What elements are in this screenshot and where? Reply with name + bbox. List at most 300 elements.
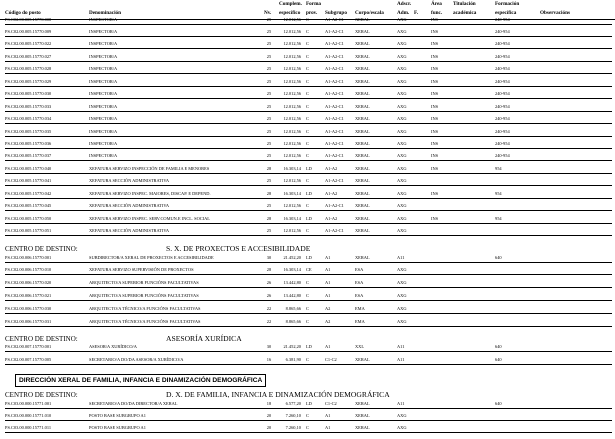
cell-adscripcion: AXG [397,66,407,72]
cell-nivel: 28 [266,267,272,273]
cell-adscripcion: AXG [397,103,407,109]
header-formacion-top: Formación [495,1,520,7]
cell-area: INS [431,78,439,84]
cell-code: PS.C02.00.005.15770.029 [5,78,52,84]
row-divider [5,364,612,365]
cell-nivel: 25 [266,66,272,72]
cell-subgrupo: A1-A2-C1 [325,203,344,209]
cell-subgrupo: A1-A2-C1 [325,91,344,97]
cell-code: PS.C02.00.005.15770.030 [5,91,52,97]
cell-subgrupo: A1-A2-C1 [325,16,344,22]
cell-nivel: 25 [266,41,272,47]
cell-corpo: XERAL [355,128,370,134]
cell-code: PS.C02.00.007.15770.001 [5,344,52,349]
cell-formacion: 240-954 [495,128,510,134]
cell-denominacion: XEFATURA SERVIZO INSPEC. SERV.COMUN.E INCL. SOCIAL [89,215,210,221]
header-area-top: Área [431,1,442,7]
header-corpo: Corpo/escala [355,10,384,16]
header-area-func: func. [431,10,443,16]
cell-code: PS.C02.00.005.15770.009 [5,28,52,34]
cell-code: PS.C02.00.005.15770.036 [5,141,52,146]
cell-denominacion: INSPECTOR/A [89,66,118,72]
cell-subgrupo: A1-A2-C1 [325,141,344,146]
table-row [0,343,615,353]
cell-nivel: 25 [266,141,272,146]
cell-nivel: 28 [266,215,272,221]
cell-complemento: 12.012,56 [283,53,301,59]
cell-forma: C [306,280,309,286]
cell-code: PS.C02.00.005.15770.045 [5,203,52,209]
cell-adscripcion: AXG [397,280,407,286]
row-divider [5,274,612,275]
header-denominacion: Denominación [89,10,121,16]
cell-complemento: 12.012,56 [283,41,301,47]
header-formacion-bottom: específica [495,10,517,16]
cell-complemento: 16.303,14 [283,267,301,273]
cell-complemento: 12.012,56 [283,16,301,22]
cell-corpo: XERAL [355,66,370,72]
cell-code: PS.C02.00.005.15770.034 [5,116,52,122]
cell-corpo: XERAL [355,103,370,109]
cell-forma: C [306,153,309,159]
cell-forma: LD [306,165,312,171]
cell-complemento: 12.012,56 [283,203,301,209]
cell-denominacion: INSPECTOR/A [89,103,118,109]
cell-nivel: 25 [266,178,272,184]
cell-area: INS [431,190,439,196]
cell-forma: LD [306,215,312,221]
row-divider [5,287,612,288]
cell-denominacion: XEFATURA SERVIZO INSPEC. MAIORES, DISCAP. E DEPEND. [89,190,211,196]
header-forma-bottom: prov. [306,10,318,16]
cell-adscripcion: AXG [397,215,407,221]
row-divider [5,408,612,409]
cell-subgrupo: A1-A2-C1 [325,116,344,122]
cell-denominacion: INSPECTOR/A [89,116,118,122]
cell-subgrupo: A1-A2-C1 [325,178,344,184]
cell-forma: C [306,16,309,22]
cell-forma: C [306,141,309,146]
cell-formacion: 954 [495,165,502,171]
cell-subgrupo: A1-A2-C1 [325,128,344,134]
cell-forma: C [306,78,309,84]
cell-subgrupo: A1-A2 [325,215,338,221]
cell-complemento: 7.260,10 [285,412,301,418]
cell-adscripcion: AXG [397,41,407,47]
cell-forma: C [306,228,309,234]
cell-complemento: 7.260,10 [285,425,301,431]
cell-nivel: 30 [266,254,272,260]
table-row [0,424,615,434]
cell-formacion: 640 [495,344,502,349]
cell-subgrupo: A1-A2 [325,165,338,171]
cell-corpo: XERAL [355,203,370,209]
cell-nivel: 28 [266,190,272,196]
cell-forma: LD [306,400,312,406]
cell-subgrupo: A1-A2-C1 [325,53,344,59]
cell-corpo: XERAL [355,228,370,234]
cell-denominacion: INSPECTOR/A [89,78,118,84]
cell-formacion: 240-954 [495,66,510,72]
cell-complemento: 16.303,14 [283,215,301,221]
cell-denominacion: ARQUITECTO/A SUPERIOR FUNCIÓNS FACULTATIVAS [89,293,199,299]
cell-adscripcion: AXG [397,319,407,324]
table-row [0,16,615,26]
cell-denominacion: ARQUITECTO/A SUPERIOR FUNCIÓNS FACULTATIVAS [89,280,199,286]
cell-adscripcion: AXG [397,16,407,22]
cell-corpo: XERAL [355,78,370,84]
cell-forma: C [306,203,309,209]
table-row [0,356,615,366]
row-divider [5,300,612,301]
cell-forma: C [306,66,309,72]
cell-nivel: 25 [266,28,272,34]
row-divider [5,86,612,87]
cell-corpo: XXL [355,344,365,349]
cell-nivel: 20 [266,425,272,431]
cell-corpo: XERAL [355,178,370,184]
cell-complemento: 12.012,56 [283,178,301,184]
cell-complemento: 12.012,56 [283,128,301,134]
row-divider [5,111,612,112]
cell-formacion: 954 [495,190,502,196]
cell-subgrupo: A1 [325,425,331,431]
cell-formacion: 640 [495,357,502,362]
row-divider [5,123,612,124]
cell-nivel: 22 [266,306,272,312]
cell-code: PS.C02.00.007.15770.005 [5,357,52,362]
cell-code: PS.C02.00.006.15770.021 [5,293,52,299]
cell-complemento: 21.452,20 [283,344,301,349]
cell-complemento: 16.303,14 [283,165,301,171]
cell-area: INS [431,165,439,171]
cell-nivel: 25 [266,203,272,209]
table-row [0,53,615,63]
row-divider [5,136,612,137]
table-row [0,65,615,75]
cell-nivel: 25 [266,153,272,159]
cell-code: PS.C02.00.005.15770.050 [5,215,52,221]
cell-corpo: XERAL [355,141,370,146]
cell-area: INS [431,103,439,109]
cell-adscripcion: A11 [397,344,405,349]
cell-forma: C [306,28,309,34]
cell-corpo: XERAL [355,91,370,97]
row-divider [5,351,612,352]
cell-complemento: 13.442,80 [283,280,301,286]
cell-subgrupo: A1-A2-C1 [325,103,344,109]
row-divider [5,48,612,49]
cell-nivel: 25 [266,91,272,97]
cell-adscripcion: AXG [397,28,407,34]
cell-area: INS [431,16,439,22]
cell-code: PS.C02.00.005.15770.033 [5,103,52,109]
cell-adscripcion: AXG [397,116,407,122]
row-divider [5,173,612,174]
cell-adscripcion: AXG [397,165,407,171]
cell-code: PS.C02.00.005.15770.042 [5,190,52,196]
cell-formacion: 240-954 [495,116,510,122]
cell-code: PS.C03.00.000.15771.001 [5,400,52,406]
table-row [0,305,615,315]
cell-adscripcion: AXG [397,203,407,209]
cell-denominacion: ARQUITECTO/A TÉCNICO/A FUNCIÓNS FACULTATIVAS [89,319,201,324]
cell-area: INS [431,66,439,72]
cell-adscripcion: AXG [397,190,407,196]
row-divider [5,420,612,421]
cell-adscripcion: A11 [397,254,405,260]
cell-forma: C [306,293,309,299]
cell-subgrupo: C1-C2 [325,357,337,362]
cell-denominacion: ASESOR/A XURÍDICO/A [89,344,137,349]
cell-area: INS [431,28,439,34]
cell-nivel: 25 [266,103,272,109]
cell-corpo: XERAL [355,357,370,362]
cell-area: INS [431,153,439,159]
cell-area: INS [431,91,439,97]
cell-corpo: XERAL [355,165,370,171]
cell-adscripcion: AXG [397,267,407,273]
cell-corpo: EMA [355,319,365,324]
cell-complemento: 21.452,20 [283,254,301,260]
row-divider [5,262,612,263]
cell-code: PS.C02.00.006.15770.020 [5,280,52,286]
cell-denominacion: INSPECTOR/A [89,141,118,146]
row-divider [5,73,612,74]
cell-denominacion: INSPECTOR/A [89,91,118,97]
table-row [0,78,615,88]
row-divider [5,198,612,199]
cell-corpo: XERAL [355,116,370,122]
cell-corpo: EMA [355,306,365,312]
cell-complemento: 16.303,14 [283,190,301,196]
cell-code: PS.C02.00.006.15770.010 [5,267,52,273]
cell-formacion: 240-954 [495,41,510,47]
cell-denominacion: POSTO BASE SUBGRUPO A1 [89,425,146,431]
cell-denominacion: INSPECTOR/A [89,41,118,47]
cell-subgrupo: A1 [325,254,331,260]
cell-forma: CE [306,267,312,273]
cell-forma: LD [306,254,312,260]
table-row [0,412,615,422]
cell-complemento: 12.012,56 [283,78,301,84]
cell-adscripcion: AXG [397,306,407,312]
cell-subgrupo: A1-A2-C1 [325,66,344,72]
cell-forma: C [306,41,309,47]
table-row [0,40,615,50]
row-divider [5,36,612,37]
cell-subgrupo: A1-A2-C1 [325,41,344,47]
cell-adscripcion: A11 [397,357,405,362]
cell-complemento: 12.012,56 [283,91,301,97]
cell-complemento: 12.012,56 [283,103,301,109]
cell-complemento: 12.012,56 [283,141,301,146]
cell-nivel: 30 [266,344,272,349]
header-adscripcion-top: Adscr. [397,1,412,7]
cell-code: PS.C02.00.006.15770.001 [5,254,52,260]
table-row [0,227,615,237]
cell-adscripcion: AXG [397,153,407,159]
cell-corpo: XERAL [355,412,370,418]
cell-adscripcion: AXG [397,425,407,431]
cell-denominacion: SUBDIRECTOR/A XERAL DE PROXECTOS E ACCESIBILIDADE [89,254,214,260]
cell-complemento: 13.442,80 [283,293,301,299]
cell-denominacion: INSPECTOR/A [89,153,118,159]
cell-forma: C [306,53,309,59]
cell-corpo: ESA [355,267,364,273]
section-label: CENTRO DE DESTINO: [5,391,78,399]
section-name: ASESORÍA XURÍDICA [166,334,242,343]
header-complemento-top: Complem. [279,1,302,7]
row-divider [5,432,612,433]
cell-corpo: XERAL [355,16,370,22]
cell-code: PS.C02.00.005.15770.028 [5,66,52,72]
cell-area: INS [431,141,439,146]
cell-subgrupo: A1 [325,412,331,418]
cell-code: PS.C03.00.000.15771.011 [5,425,52,431]
section-name: D. X. DE FAMILIA, INFANCIA E DINAMIZACIÓN DEMOGRÁFICA [166,390,390,399]
cell-adscripcion: AXG [397,293,407,299]
cell-denominacion: XEFATURA SERVIZO SUPERVISIÓN DE PROXECTOS [89,267,194,273]
table-row [0,140,615,150]
cell-corpo: ESA [355,293,364,299]
cell-adscripcion: AXG [397,178,407,184]
table-row [0,128,615,138]
cell-formacion: 240-954 [495,153,510,159]
cell-area: INS [431,128,439,134]
cell-code: PS.C02.00.005.15770.008 [5,16,52,22]
table-row [0,190,615,200]
cell-forma: C [306,91,309,97]
cell-nivel: 25 [266,78,272,84]
cell-adscripcion: AXG [397,78,407,84]
cell-code: PS.C03.00.000.15771.010 [5,412,52,418]
cell-complemento: 12.012,56 [283,66,301,72]
cell-complemento: 8.865,66 [285,319,301,324]
cell-denominacion: SECRETARIO/A DO/DA ASESOR/A XURÍDICO/A [89,357,184,362]
cell-forma: C [306,319,309,324]
cell-subgrupo: A1-A2-C1 [325,78,344,84]
cell-formacion: 240-954 [495,16,510,22]
cell-code: PS.C02.00.005.15770.040 [5,165,52,171]
cell-complemento: 12.012,56 [283,28,301,34]
cell-formacion: 240-954 [495,53,510,59]
cell-complemento: 6.381,90 [285,357,301,362]
table-row [0,165,615,175]
row-divider [5,185,612,186]
header-subgrupo: Subgrupo [325,10,347,16]
cell-area: INS [431,41,439,47]
cell-code: PS.C02.00.005.15770.027 [5,53,52,59]
cell-subgrupo: A1-A2-C1 [325,28,344,34]
cell-denominacion: XEFATURA SERVIZO INSPECCIÓN DE FAMILIA E MENORES [89,165,210,171]
cell-forma: LD [306,190,312,196]
table-row [0,292,615,302]
boxed-directorate-title: DIRECCIÓN XERAL DE FAMILIA, INFANCIA E DINAMIZACIÓN DEMOGRÁFICA [15,374,266,387]
table-row [0,279,615,289]
cell-subgrupo: A1 [325,293,331,299]
cell-denominacion: XEFATURA SECCIÓN ADMINISTRATIVA [89,228,170,234]
header-area-bottom: F. [414,10,418,16]
header-nivel: Nv. [264,10,272,16]
cell-corpo: XERAL [355,400,370,406]
cell-forma: C [306,357,309,362]
row-divider [5,235,612,236]
cell-denominacion: POSTO BASE SUBGRUPO A1 [89,412,146,418]
table-row [0,318,615,328]
section-name: S. X. DE PROXECTOS E ACCESIBILIDADE [166,244,311,253]
cell-complemento: 12.012,56 [283,228,301,234]
table-row [0,177,615,187]
cell-nivel: 25 [266,53,272,59]
cell-formacion: 954 [495,215,502,221]
cell-subgrupo: A1-A2 [325,190,338,196]
table-row [0,28,615,38]
table-row [0,254,615,264]
cell-code: PS.C02.00.005.15770.022 [5,41,52,47]
cell-nivel: 26 [266,293,272,299]
cell-corpo: XERAL [355,153,370,159]
row-divider [5,210,612,211]
header-adscripcion-bottom: Adm. [397,10,410,16]
cell-formacion: 240-954 [495,141,510,146]
header-codigo: Código do posto [5,10,41,16]
cell-nivel: 22 [266,319,272,324]
cell-adscripcion: A11 [397,400,405,406]
cell-forma: C [306,425,309,431]
cell-adscripcion: AXG [397,91,407,97]
row-divider [5,326,612,327]
table-row [0,103,615,113]
cell-code: PS.C02.00.006.15770.030 [5,306,52,312]
cell-forma: C [306,306,309,312]
cell-complemento: 8.865,66 [285,306,301,312]
cell-nivel: 25 [266,16,272,22]
row-divider [5,98,612,99]
row-divider [5,160,612,161]
cell-adscripcion: AXG [397,412,407,418]
cell-nivel: 16 [266,357,272,362]
cell-code: PS.C02.00.005.15770.037 [5,153,52,159]
cell-area: INS [431,215,439,221]
cell-nivel: 20 [266,412,272,418]
cell-nivel: 26 [266,280,272,286]
cell-subgrupo: A1 [325,344,331,349]
cell-complemento: 6.577,20 [285,400,301,406]
cell-corpo: XERAL [355,425,370,431]
header-titulacion-top: Titulación [453,1,476,7]
table-row [0,115,615,125]
cell-denominacion: SECRETARIO/A DO/DA DIRECTOR/A XERAL [89,400,178,406]
header-complemento-bottom: específico [279,10,301,16]
table-row [0,215,615,225]
table-row [0,266,615,276]
cell-area: INS [431,116,439,122]
table-row [0,400,615,410]
cell-subgrupo: A1-A2-C1 [325,228,344,234]
table-row [0,152,615,162]
section-label: CENTRO DE DESTINO: [5,245,78,253]
cell-formacion: 240-954 [495,78,510,84]
row-divider [5,24,612,25]
row-divider [5,223,612,224]
cell-adscripcion: AXG [397,228,407,234]
header-forma-top: Forma [306,1,321,7]
cell-code: PS.C02.00.006.15770.031 [5,319,52,324]
cell-subgrupo: A1 [325,267,331,273]
cell-code: PS.C02.00.005.15770.035 [5,128,52,134]
cell-forma: C [306,103,309,109]
